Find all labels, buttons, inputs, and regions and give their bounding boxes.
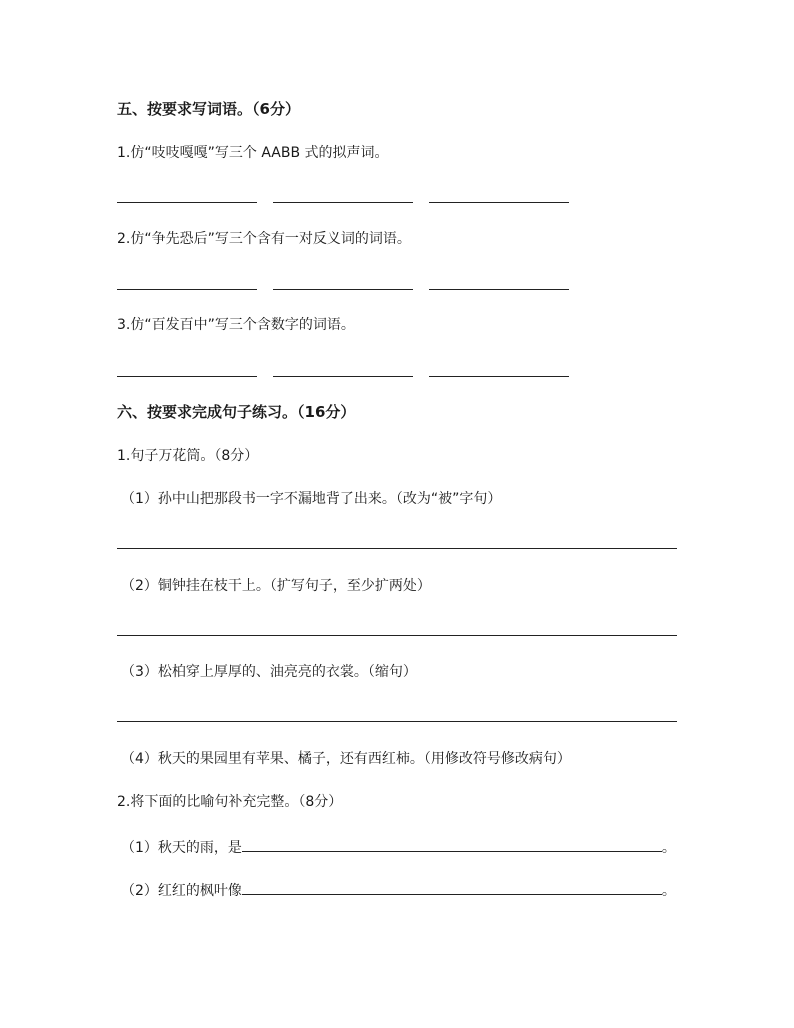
- section-5-question-3: 3.仿“百发百中”写三个含数字的词语。: [117, 317, 355, 333]
- sentence-item-2: （2）铜钟挂在枝干上。（扩写句子，至少扩两处）: [121, 578, 431, 594]
- section-6-question-2-title: 2.将下面的比喻句补充完整。（8分）: [117, 794, 343, 810]
- sentence-item-3: （3）松柏穿上厚厚的、油亮亮的衣裳。（缩句）: [121, 664, 417, 680]
- section-6-question-1-title: 1.句子万花筒。（8分）: [117, 448, 259, 464]
- answer-blank[interactable]: [117, 289, 257, 290]
- answer-blank[interactable]: [117, 202, 257, 203]
- answer-blank[interactable]: [429, 289, 569, 290]
- metaphor-item-2: [121, 880, 676, 900]
- section-6-heading: 六、按要求完成句子练习。（16分）: [117, 403, 356, 421]
- metaphor-item-1: [121, 837, 676, 857]
- sentence-item-4: （4）秋天的果园里有苹果、橘子，还有西红柿。（用修改符号修改病句）: [121, 751, 571, 767]
- answer-line[interactable]: [117, 548, 677, 549]
- answer-blank[interactable]: [429, 376, 569, 377]
- section-5-heading: 五、按要求写词语。（6分）: [117, 100, 300, 118]
- answer-line[interactable]: [117, 635, 677, 636]
- answer-blank[interactable]: [273, 289, 413, 290]
- sentence-item-1: （1）孙中山把那段书一字不漏地背了出来。（改为“被”字句）: [121, 491, 502, 507]
- answer-blank[interactable]: [273, 376, 413, 377]
- answer-blank[interactable]: [117, 376, 257, 377]
- metaphor-blank[interactable]: [242, 837, 662, 852]
- answer-blank[interactable]: [429, 202, 569, 203]
- metaphor-prefix: （2）红红的枫叶像: [121, 883, 242, 899]
- section-5-question-2: 2.仿“争先恐后”写三个含有一对反义词的词语。: [117, 231, 411, 247]
- metaphor-suffix: 。: [661, 883, 676, 899]
- metaphor-prefix: （1）秋天的雨，是: [121, 840, 242, 856]
- section-5-question-1: 1.仿“吱吱嘎嘎”写三个 AABB 式的拟声词。: [117, 145, 389, 161]
- metaphor-blank[interactable]: [242, 880, 662, 895]
- answer-line[interactable]: [117, 721, 677, 722]
- metaphor-suffix: 。: [661, 840, 676, 856]
- answer-blank[interactable]: [273, 202, 413, 203]
